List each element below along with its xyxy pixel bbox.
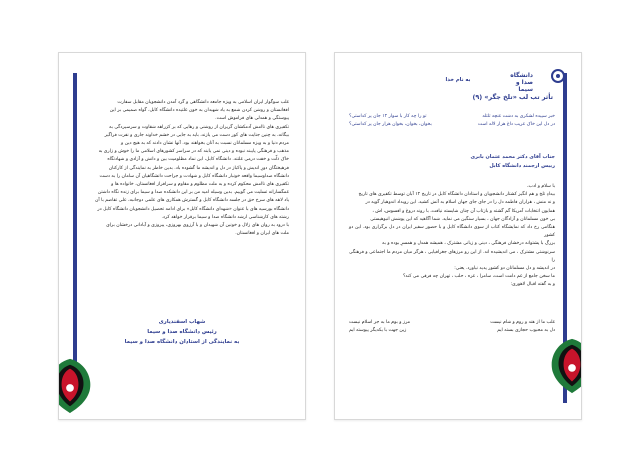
body-line: دانشگاه بورسیه های با عنوان «شهدای دانشگاه کابل» برای ادامه تحصیل دانشجویان دانشگاه کابل در bbox=[97, 206, 289, 212]
letter-body bbox=[349, 183, 555, 290]
body-line: همایون انتخابات آمریکا گم گشته و بازتاب آن چنان شایسته نیافت، با روند دروغ و افسوس، اش ، bbox=[372, 208, 555, 214]
bismillah: به نام خدا bbox=[445, 77, 471, 83]
body-line: بیگانه، به چنین جنایت های کور دست می یازند، باید به جایی در خشم خداوند جاری و نفرت فراگیر bbox=[104, 132, 289, 138]
body-line: افغانستان و روشن کردن شمع به یاد شهیدان به خون غلتیده دانشگاه کابل، گواه صمیمی بر این bbox=[109, 108, 289, 114]
verse-half: بخوان، بخوان، بخوان هزار جان پر کداستی؟ bbox=[349, 121, 432, 127]
body-line: غمگسارانه تسلیت می گوییم. بدین وسیله امید من بر این دانشکده صدا و سیما برای زنده نگاه داشتن bbox=[97, 190, 289, 196]
signer-name: شهاب اسفندیاری bbox=[158, 319, 206, 325]
addressee-block bbox=[470, 153, 555, 171]
body-line: تکفیری های ناامش آدمکشان گریزان از روشنی و رهایی که بر کژراهه شقاوت و سرسپردگی به bbox=[109, 124, 289, 130]
body-line: بزرگ با پشتوانه درخشان فرهنگی ، دینی و زبانی مشترک ، همیشه همدل و همسرِ بوده و به bbox=[382, 241, 555, 247]
logo-text: دانشگاه صدا و سیما bbox=[510, 72, 533, 93]
verse-row bbox=[349, 327, 555, 335]
poem-title: تأثر تب لب «تلخ جگر» (۹) bbox=[472, 93, 553, 101]
body-line: دانشگاه صداوسیما واقعه خونبار دانشگاه کابل و شهادت و جراحت دانشگاهیان آن سامان را به دست bbox=[99, 173, 289, 179]
body-line: رشته های کارشناسی ارشد دانشگاه صدا و سیما برقرار خواهد کرد. bbox=[161, 214, 289, 220]
body-line: خاک ذلّت و خفت درمی غلتند. دانشگاه کابل، این نماد مظلومیت بین و دانش و آزادی و شهادتگاه bbox=[107, 157, 289, 163]
body-line: با درود به روان های زلال و خونین آن شهیدان و با آرزوی بهروزی، پیروزی و آبادانی درخشان برای bbox=[106, 223, 289, 229]
body-line: و نه منش ، هزاران فاطمه دل را در جای جای جهان اسلام به آتش کشید. این رویداد اندوهبار گویه در bbox=[365, 200, 555, 206]
verse-half: دل به محبوب حجازی بسته ایم bbox=[497, 327, 555, 333]
letter-page-right bbox=[334, 52, 582, 420]
body-line: یاد لاهه های سرخ حق در جلسه دانشگاه کابل و گسترش همکاری های علمی دوجانبه، علی تقاضم با آن bbox=[94, 198, 289, 204]
tulip-ornament-icon bbox=[58, 353, 99, 419]
letter-body bbox=[85, 99, 289, 238]
letter-page-left bbox=[58, 52, 306, 420]
body-line: مردم دنیا و به ویژه مسلمانان نسبت به آنان بخواهند بود. آنها نشان دادند که به هیچ دین و bbox=[121, 141, 289, 147]
body-line: در اندیشه و دل مسلمانان دو کشور پدید نیاورد. یعنی: bbox=[454, 266, 555, 272]
body-line: فرهیختگان دورِ اندیش و پاکباز در دل و اندیشه ما گشوده باد. بدین خاطر به نمایندگی از کارکنان bbox=[108, 165, 289, 171]
body-line: بی خون مسلمانان و آزادگان جهان ، بسیار سنگین می نماید. شما آگاهید که این پوشش انبوهیستی bbox=[370, 216, 555, 222]
body-line: ملت های ایران و افغانستان. bbox=[235, 231, 289, 237]
verse-half: غلب ما از هند و روم و شام نیست bbox=[490, 320, 555, 325]
signer-title: رئیس دانشگاه صدا و سیما bbox=[147, 329, 217, 335]
body-line: و به گفته اقبال لاهوری: bbox=[510, 282, 555, 288]
body-line: ما سخن جامع از غم دامت است، سامرا ، غزه ، حلب ، تهران چه فرقی می کند؟ bbox=[402, 274, 555, 280]
signer-representation: به نمایندگی از استادان دانشگاه صدا و سیما bbox=[124, 339, 240, 345]
addressee-title: رییس ارجمند دانشگاه کابل bbox=[489, 163, 555, 169]
verse-half: تو را چه کار با سوار ۱۲ جان پر کداستی؟ bbox=[349, 114, 427, 119]
signature-block bbox=[99, 317, 265, 347]
body-line: هنگامی رخ داد که نمایشگاه کتاب از سوی دانشگاه کابل و با حضور سفیر ایران در دل برگزاری بود. این دو کشور bbox=[349, 225, 555, 239]
body-line: تکفیری های ناامش محکوم کرده و به ملت مظلوم و مقاوم و سرافراز افغانستان، خانواده ها و bbox=[111, 182, 289, 188]
verse-half: خبر سپیده لشکری به دشت غنچه ثلثله bbox=[482, 114, 555, 119]
verse-row bbox=[349, 121, 555, 129]
body-line: غلب سوگوار ایران اسلامی به ویژه جامعه دانشگاهی و گرد آمدن دانشجویان مقابل سفارت bbox=[117, 100, 289, 105]
greeting: با سلام و ادب، bbox=[527, 184, 555, 189]
verse-row bbox=[349, 319, 555, 327]
tulip-ornament-icon bbox=[543, 333, 582, 399]
body-line: بیدادِ تلخ و هم انگیز کشتار دانشجویان و استادان دانشگاه کابل در تاریخ ۱۲ آبان توسط تکفیری های تاریخ bbox=[358, 192, 555, 198]
verse-half: مرز و بوم ما به جز اسلام نیست bbox=[349, 320, 411, 325]
addressee-name: جناب آقای دکتر محمد عثمان بابری bbox=[470, 154, 555, 160]
verse-row bbox=[349, 113, 555, 121]
verse-half: زین جهت با یکدیگر پیوسته ایم bbox=[349, 327, 407, 333]
opening-verses bbox=[349, 113, 555, 129]
body-line: مذهب و فرهنگی پایبند نبوده و دینی نمی یابند که در سراسر کشورهای اسلامی ما را خوش و زاری به bbox=[98, 149, 289, 155]
body-line: پیوستگی و همدلی های فراموش است. bbox=[215, 116, 289, 122]
closing-verses bbox=[349, 319, 555, 335]
body-line: سرنوشتی مشترک ، می اندیشیده اند. از این رو مرزهای جغرافیایی ، هرگز میان مردم ما اجتماعی و فرهنگی را bbox=[349, 249, 555, 263]
verse-half: در دل این خاک غریب داغ هزار لاله است bbox=[477, 121, 555, 127]
